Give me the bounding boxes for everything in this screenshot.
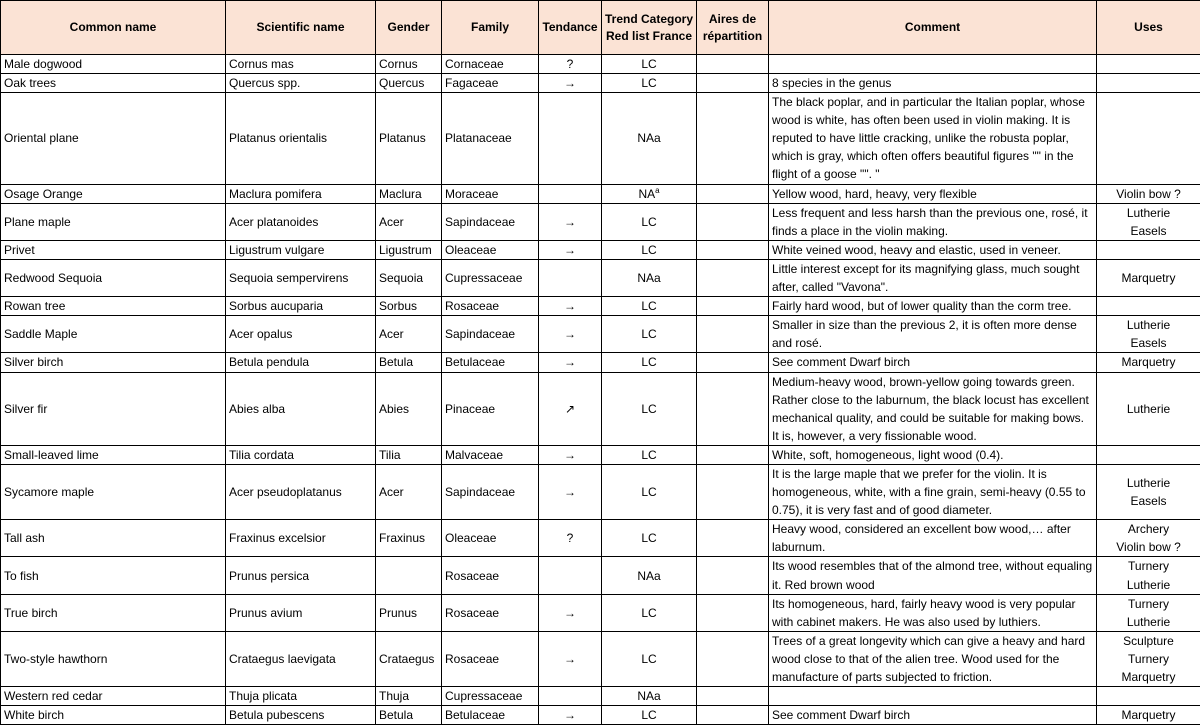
- cell-uses: [1097, 203, 1200, 240]
- cell-scientific-name: Ligustrum vulgare: [226, 240, 376, 259]
- header-aires-line2: répartition: [703, 29, 762, 43]
- cell-scientific-name: Fraxinus excelsior: [226, 520, 376, 557]
- cell-aires: [697, 631, 769, 686]
- table-row: [1, 353, 1200, 372]
- cell-family: Rosaceae: [442, 297, 539, 316]
- cell-aires: [697, 316, 769, 353]
- cell-aires: [697, 184, 769, 203]
- cell-tendance: [539, 557, 602, 594]
- cell-family: Rosaceae: [442, 631, 539, 686]
- cell-gender: Sorbus: [376, 297, 442, 316]
- cell-gender: Fraxinus: [376, 520, 442, 557]
- cell-comment: See comment Dwarf birch: [769, 353, 1097, 372]
- cell-trend-category: [602, 259, 697, 296]
- cell-comment: Medium-heavy wood, brown-yellow going towards green. Rather close to the laburnum, the black locust has excellent mechanical quality, and could be suitable for making bows. It is, however, a very fissionable wood.: [769, 372, 1097, 445]
- cell-family: Malvaceae: [442, 445, 539, 464]
- cell-scientific-name: Quercus spp.: [226, 74, 376, 93]
- cell-trend-category: [602, 557, 697, 594]
- cell-aires: [697, 55, 769, 74]
- cell-family: Oleaceae: [442, 520, 539, 557]
- header-trend-category: [602, 1, 697, 55]
- cell-aires: [697, 353, 769, 372]
- cell-gender: Acer: [376, 316, 442, 353]
- category-value: LC: [641, 299, 656, 313]
- cell-aires: [697, 372, 769, 445]
- cell-common-name: Osage Orange: [1, 184, 226, 203]
- cell-common-name: Tall ash: [1, 520, 226, 557]
- cell-aires: [697, 259, 769, 296]
- cell-aires: [697, 464, 769, 519]
- use-item: Turnery: [1100, 650, 1197, 668]
- category-superscript: a: [655, 186, 659, 195]
- cell-trend-category: [602, 93, 697, 184]
- cell-tendance: ?: [539, 520, 602, 557]
- cell-family: Moraceae: [442, 184, 539, 203]
- cell-family: Rosaceae: [442, 557, 539, 594]
- cell-gender: Betula: [376, 353, 442, 372]
- cell-uses: [1097, 240, 1200, 259]
- cell-gender: Crataegus: [376, 631, 442, 686]
- cell-family: Cupressaceae: [442, 687, 539, 706]
- use-item: Easels: [1100, 334, 1197, 352]
- cell-common-name: Redwood Sequoia: [1, 259, 226, 296]
- use-item: Lutherie: [1100, 613, 1197, 631]
- cell-tendance: →: [539, 631, 602, 686]
- cell-tendance: →: [539, 297, 602, 316]
- cell-comment: [769, 687, 1097, 706]
- category-value: NAa: [637, 271, 660, 285]
- category-value: LC: [641, 355, 656, 369]
- cell-tendance: →: [539, 316, 602, 353]
- table-row: [1, 297, 1200, 316]
- cell-comment: See comment Dwarf birch: [769, 706, 1097, 725]
- cell-gender: Maclura: [376, 184, 442, 203]
- table-row: [1, 259, 1200, 296]
- cell-tendance: →: [539, 74, 602, 93]
- table-row: [1, 55, 1200, 74]
- cell-uses: [1097, 631, 1200, 686]
- cell-trend-category: [602, 464, 697, 519]
- cell-aires: [697, 93, 769, 184]
- cell-comment: White, soft, homogeneous, light wood (0.4).: [769, 445, 1097, 464]
- cell-comment: Little interest except for its magnifying glass, much sought after, called "Vavona".: [769, 259, 1097, 296]
- table-row: [1, 706, 1200, 725]
- category-value: NA: [638, 187, 655, 201]
- cell-gender: Acer: [376, 203, 442, 240]
- table-row: [1, 464, 1200, 519]
- use-item: Lutherie: [1100, 400, 1197, 418]
- cell-common-name: Rowan tree: [1, 297, 226, 316]
- cell-aires: [697, 297, 769, 316]
- use-item: Lutherie: [1100, 576, 1197, 594]
- cell-common-name: Plane maple: [1, 203, 226, 240]
- cell-gender: Ligustrum: [376, 240, 442, 259]
- cell-family: Sapindaceae: [442, 203, 539, 240]
- cell-uses: [1097, 316, 1200, 353]
- cell-common-name: Sycamore maple: [1, 464, 226, 519]
- cell-comment: Trees of a great longevity which can give a heavy and hard wood close to that of the alien tree. Wood used for the manufacture of parts subjected to friction.: [769, 631, 1097, 686]
- cell-comment: [769, 55, 1097, 74]
- cell-scientific-name: Prunus avium: [226, 594, 376, 631]
- cell-trend-category: [602, 203, 697, 240]
- cell-gender: Quercus: [376, 74, 442, 93]
- category-value: NAa: [637, 569, 660, 583]
- cell-trend-category: [602, 353, 697, 372]
- cell-tendance: ↗: [539, 372, 602, 445]
- cell-family: Sapindaceae: [442, 464, 539, 519]
- cell-scientific-name: Sequoia sempervirens: [226, 259, 376, 296]
- cell-common-name: Two-style hawthorn: [1, 631, 226, 686]
- cell-trend-category: [602, 184, 697, 203]
- cell-common-name: Silver birch: [1, 353, 226, 372]
- cell-tendance: →: [539, 445, 602, 464]
- cell-common-name: Male dogwood: [1, 55, 226, 74]
- table-row: [1, 445, 1200, 464]
- cell-scientific-name: Maclura pomifera: [226, 184, 376, 203]
- table-row: [1, 74, 1200, 93]
- cell-scientific-name: Betula pendula: [226, 353, 376, 372]
- table-row: [1, 631, 1200, 686]
- header-trend-line2: Red list France: [606, 29, 692, 43]
- category-value: LC: [641, 76, 656, 90]
- header-row: [1, 1, 1200, 55]
- cell-uses: [1097, 297, 1200, 316]
- use-item: Turnery: [1100, 557, 1197, 575]
- cell-family: Fagaceae: [442, 74, 539, 93]
- cell-scientific-name: Thuja plicata: [226, 687, 376, 706]
- cell-uses: [1097, 74, 1200, 93]
- cell-aires: [697, 445, 769, 464]
- table-row: [1, 594, 1200, 631]
- use-item: Marquetry: [1100, 706, 1197, 724]
- category-value: LC: [641, 708, 656, 722]
- use-item: Marquetry: [1100, 353, 1197, 371]
- cell-uses: [1097, 184, 1200, 203]
- table-row: [1, 203, 1200, 240]
- category-value: LC: [641, 57, 656, 71]
- cell-comment: Fairly hard wood, but of lower quality than the corm tree.: [769, 297, 1097, 316]
- cell-tendance: →: [539, 240, 602, 259]
- cell-scientific-name: Acer opalus: [226, 316, 376, 353]
- header-aires: [697, 1, 769, 55]
- cell-aires: [697, 706, 769, 725]
- category-value: LC: [641, 327, 656, 341]
- cell-comment: Heavy wood, considered an excellent bow wood,… after laburnum.: [769, 520, 1097, 557]
- cell-family: Betulaceae: [442, 353, 539, 372]
- cell-comment: Its wood resembles that of the almond tree, without equaling it. Red brown wood: [769, 557, 1097, 594]
- cell-uses: [1097, 557, 1200, 594]
- cell-aires: [697, 74, 769, 93]
- use-item: Turnery: [1100, 595, 1197, 613]
- use-item: Lutherie: [1100, 316, 1197, 334]
- header-aires-line1: Aires de: [709, 12, 756, 26]
- cell-gender: Abies: [376, 372, 442, 445]
- cell-tendance: [539, 184, 602, 203]
- table-row: [1, 316, 1200, 353]
- use-item: Archery: [1100, 520, 1197, 538]
- cell-uses: [1097, 372, 1200, 445]
- cell-comment: Smaller in size than the previous 2, it is often more dense and rosé.: [769, 316, 1097, 353]
- cell-aires: [697, 557, 769, 594]
- cell-scientific-name: Abies alba: [226, 372, 376, 445]
- cell-trend-category: [602, 372, 697, 445]
- cell-uses: [1097, 687, 1200, 706]
- cell-uses: [1097, 520, 1200, 557]
- category-value: LC: [641, 402, 656, 416]
- cell-common-name: Western red cedar: [1, 687, 226, 706]
- cell-aires: [697, 240, 769, 259]
- cell-common-name: White birch: [1, 706, 226, 725]
- cell-scientific-name: Acer pseudoplatanus: [226, 464, 376, 519]
- category-value: LC: [641, 531, 656, 545]
- cell-family: Oleaceae: [442, 240, 539, 259]
- cell-tendance: [539, 687, 602, 706]
- cell-trend-category: [602, 55, 697, 74]
- cell-uses: [1097, 594, 1200, 631]
- cell-family: Rosaceae: [442, 594, 539, 631]
- cell-trend-category: [602, 631, 697, 686]
- cell-comment: It is the large maple that we prefer for the violin. It is homogeneous, white, with a fine grain, semi-heavy (0.55 to 0.75), it is very fast and of good diameter.: [769, 464, 1097, 519]
- category-value: NAa: [637, 131, 660, 145]
- cell-uses: [1097, 93, 1200, 184]
- cell-uses: [1097, 464, 1200, 519]
- cell-tendance: →: [539, 203, 602, 240]
- cell-scientific-name: Sorbus aucuparia: [226, 297, 376, 316]
- cell-comment: 8 species in the genus: [769, 74, 1097, 93]
- cell-trend-category: [602, 74, 697, 93]
- cell-family: Sapindaceae: [442, 316, 539, 353]
- use-item: Lutherie: [1100, 204, 1197, 222]
- header-comment: Comment: [769, 1, 1097, 55]
- cell-uses: [1097, 55, 1200, 74]
- cell-comment: White veined wood, heavy and elastic, used in veneer.: [769, 240, 1097, 259]
- use-item: Easels: [1100, 492, 1197, 510]
- cell-uses: [1097, 706, 1200, 725]
- cell-gender: Platanus: [376, 93, 442, 184]
- cell-comment: Yellow wood, hard, heavy, very flexible: [769, 184, 1097, 203]
- category-value: LC: [641, 652, 656, 666]
- cell-aires: [697, 520, 769, 557]
- cell-common-name: Silver fir: [1, 372, 226, 445]
- cell-tendance: →: [539, 706, 602, 725]
- cell-tendance: [539, 93, 602, 184]
- cell-scientific-name: Acer platanoides: [226, 203, 376, 240]
- cell-aires: [697, 203, 769, 240]
- cell-trend-category: [602, 240, 697, 259]
- category-value: LC: [641, 606, 656, 620]
- table-row: [1, 687, 1200, 706]
- cell-scientific-name: Betula pubescens: [226, 706, 376, 725]
- category-value: LC: [641, 215, 656, 229]
- cell-scientific-name: Crataegus laevigata: [226, 631, 376, 686]
- header-scientific-name: Scientific name: [226, 1, 376, 55]
- category-value: NAa: [637, 689, 660, 703]
- cell-scientific-name: Cornus mas: [226, 55, 376, 74]
- cell-trend-category: [602, 445, 697, 464]
- cell-gender: [376, 557, 442, 594]
- category-value: LC: [641, 485, 656, 499]
- cell-gender: Betula: [376, 706, 442, 725]
- cell-family: Betulaceae: [442, 706, 539, 725]
- cell-common-name: True birch: [1, 594, 226, 631]
- cell-tendance: →: [539, 464, 602, 519]
- cell-family: Pinaceae: [442, 372, 539, 445]
- cell-trend-category: [602, 520, 697, 557]
- use-item: Sculpture: [1100, 632, 1197, 650]
- category-value: LC: [641, 448, 656, 462]
- cell-tendance: →: [539, 353, 602, 372]
- table-row: [1, 240, 1200, 259]
- cell-uses: [1097, 353, 1200, 372]
- cell-scientific-name: Tilia cordata: [226, 445, 376, 464]
- header-family: Family: [442, 1, 539, 55]
- cell-aires: [697, 594, 769, 631]
- table-row: [1, 93, 1200, 184]
- use-item: Marquetry: [1100, 269, 1197, 287]
- cell-family: Cornaceae: [442, 55, 539, 74]
- table-row: [1, 520, 1200, 557]
- use-item: Easels: [1100, 222, 1197, 240]
- cell-gender: Acer: [376, 464, 442, 519]
- cell-common-name: Saddle Maple: [1, 316, 226, 353]
- cell-family: Cupressaceae: [442, 259, 539, 296]
- table-row: [1, 184, 1200, 203]
- cell-common-name: Oriental plane: [1, 93, 226, 184]
- cell-gender: Cornus: [376, 55, 442, 74]
- table-row: [1, 372, 1200, 445]
- use-item: Lutherie: [1100, 474, 1197, 492]
- cell-trend-category: [602, 594, 697, 631]
- header-trend-line1: Trend Category: [605, 12, 693, 26]
- use-item: Violin bow ?: [1100, 185, 1197, 203]
- cell-common-name: Small-leaved lime: [1, 445, 226, 464]
- cell-gender: Tilia: [376, 445, 442, 464]
- cell-trend-category: [602, 297, 697, 316]
- cell-scientific-name: Platanus orientalis: [226, 93, 376, 184]
- category-value: LC: [641, 243, 656, 257]
- cell-gender: Prunus: [376, 594, 442, 631]
- cell-aires: [697, 687, 769, 706]
- cell-gender: Sequoia: [376, 259, 442, 296]
- cell-comment: Less frequent and less harsh than the previous one, rosé, it finds a place in the violin making.: [769, 203, 1097, 240]
- use-item: Violin bow ?: [1100, 538, 1197, 556]
- table-row: [1, 557, 1200, 594]
- header-common-name: Common name: [1, 1, 226, 55]
- cell-tendance: →: [539, 594, 602, 631]
- cell-common-name: Privet: [1, 240, 226, 259]
- cell-common-name: To fish: [1, 557, 226, 594]
- cell-uses: [1097, 259, 1200, 296]
- header-tendance: Tendance: [539, 1, 602, 55]
- cell-trend-category: [602, 316, 697, 353]
- use-item: Marquetry: [1100, 668, 1197, 686]
- cell-tendance: [539, 259, 602, 296]
- cell-comment: The black poplar, and in particular the Italian poplar, whose wood is white, has often been used in violin making. It is reputed to have little cracking, unlike the robusta poplar, which is gray, which often offers beautiful figures "" in the flight of a goose "". ": [769, 93, 1097, 184]
- cell-trend-category: [602, 706, 697, 725]
- cell-uses: [1097, 445, 1200, 464]
- cell-common-name: Oak trees: [1, 74, 226, 93]
- cell-comment: Its homogeneous, hard, fairly heavy wood is very popular with cabinet makers. He was also used by luthiers.: [769, 594, 1097, 631]
- cell-trend-category: [602, 687, 697, 706]
- table-body: [1, 55, 1200, 725]
- cell-family: Platanaceae: [442, 93, 539, 184]
- header-uses: Uses: [1097, 1, 1200, 55]
- header-gender: Gender: [376, 1, 442, 55]
- cell-gender: Thuja: [376, 687, 442, 706]
- cell-tendance: ?: [539, 55, 602, 74]
- cell-scientific-name: Prunus persica: [226, 557, 376, 594]
